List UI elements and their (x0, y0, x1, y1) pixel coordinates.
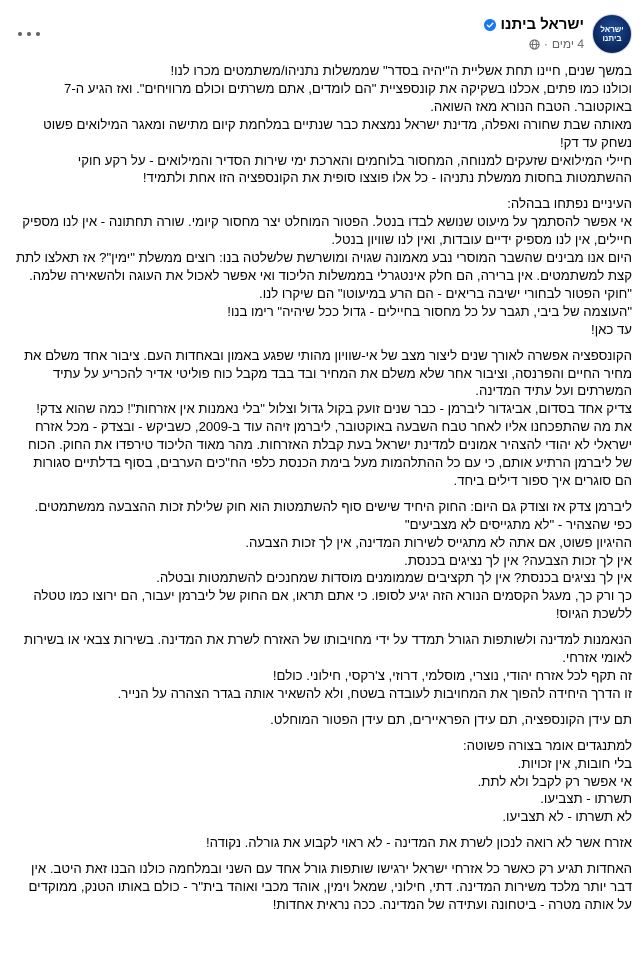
post-text-line: תשרתו - תצביעו. (540, 791, 632, 807)
post-paragraph (14, 195, 632, 338)
more-options-icon[interactable] (18, 26, 40, 42)
post-text-line: הנאמנות למדינה ולשותפות הגורל תמדד על ידי מחויבותו של האזרח לשרת את המדינה. בשירות צבאי או בשירות לאומי אזרחי. (23, 632, 632, 666)
post-text-line: וכולנו כמו פתים, אכלנו בשקיקה את קונספציית "הם לומדים, אתם משרתים וכולם מרוויחים". ואז הגיע ה-7 באוקטובר. הטבח הנורא מאז השואה. (64, 80, 632, 114)
post-text-line: מאותה שבת שחורה ואפלה, מדינת ישראל נמצאת כבר שנתיים במלחמת קיום מתישה ומאגר המילואים פשוט נשחק עד דק! (43, 116, 632, 150)
post-text-line: אי אפשר רק לקבל ולא לתת. (477, 773, 632, 789)
post-paragraph (14, 631, 632, 703)
post-paragraph (14, 347, 632, 490)
post-meta (529, 37, 584, 51)
post-text-line: אין לך נציגים בכנסת? אין לך תקציבים שממומנים מוסדות שמחנכים להשתמטות ובטלה. (156, 570, 632, 586)
more-dot (36, 32, 40, 36)
post-text-line: כך ורק כך, מעגל הקסמים הנורא הזה יגיע לסופו. כי אתם תראו, אם החוק של ליברמן יעבור, הם ירוצו כמו טטלה ללשכת הגיוס! (33, 588, 632, 622)
post-text-line: למתנגדים אומר בצורה פשוטה: (462, 737, 632, 753)
post-text-line: אי אפשר להסתמך על מיעוט שנושא לבדו בנטל. הפטור המוחלט יצר מחסור קיומי. שורה תחתונה - אין לנו מספיק חיילים, אין לנו מספיק ידיים עובדות, ואין לנו שוויון בנטל. (22, 214, 632, 248)
post-text-line: זה תקף לכל אזרח יהודי, נוצרי, מוסלמי, דרוזי, צ'רקסי, חילוני. כולם! (272, 668, 632, 683)
post-paragraph (14, 62, 632, 187)
post-paragraph (14, 860, 632, 914)
post-text-line: האחדות תגיע רק כאשר כל אזרחי ישראל ירגישו שותפות גורל אחד עם השני ובמלחמה כולנו הבנו זאת היטב. אין דבר יותר מלכד משירות המדינה. דתי, חילוני, שמאל וימין, אוהד מכבי ואוהד בית"ר - כולם באותו הטנק, ממוקדים על אותה מטרה - ביטחונה ועתידה של המדינה. ככה נראית אחדות! (28, 861, 632, 912)
post-text-line: ליברמן צדק אז וצודק גם היום: החוק היחיד שישים סוף להשתמטות הוא חוק שלילת זכות ההצבעה ממשתמטים. כפי שהצהיר - "לא מתגייסים לא מצביעים" (34, 498, 632, 532)
post-body (14, 62, 632, 922)
meta-separator: · (543, 37, 548, 51)
avatar-logo-text: ישראל ביתנו (600, 25, 624, 43)
post-text-line: הקונספציה אפשרה לאורך שנים ליצור מצב של אי-שוויון מהותי שפגע באמון ובאחדות העם. ציבור אחד משלם את מחיר החיים והפרנסה, וציבור אחר שלא משלם את המחיר ובד בבד מקבל כוח פוליטי אדיר להכריע על עתיד המשרתים ועל עתיד המדינה. (24, 347, 632, 399)
post-paragraph (14, 737, 632, 827)
post-text-line: עד כאן! (591, 321, 632, 337)
post-text-line: בלי חובות, אין זכויות. (517, 755, 632, 771)
post-header (0, 14, 644, 58)
post-text-line: זו הדרך היחידה להפוך את המחויבות לעובדה בשטח, ולא להשאיר אותה בגדר הצהרה על הנייר. (117, 685, 632, 701)
more-dot (27, 32, 31, 36)
post-paragraph (14, 498, 632, 623)
post-text-line: אין לך זכות הצבעה? אין לך נציגים בכנסת. (404, 552, 632, 568)
post-text-line: צדיק אחד בסדום, אביגדור ליברמן - כבר שנים זועק בקול גדול וצלול "בלי נאמנות אין אזרחות"! כמה שהוא צדק! (36, 401, 632, 417)
post-text-line: במשך שנים, חיינו תחת אשליית ה"יהיה בסדר" שממשלות נתניהו/משתמטים מכרו לנו! (170, 63, 632, 78)
globe-icon[interactable] (529, 39, 540, 50)
post-text-line: "חוקי הפטור לבחורי ישיבה בריאים - הם הרע במיעוטו" הם שיקרו לנו. (259, 285, 632, 301)
verified-badge-icon (484, 19, 496, 31)
post-paragraph (14, 711, 632, 729)
post-text-line: ההיגיון פשוט, אם אתה לא מתגייס לשירות המדינה, אין לך זכות הצבעה. (245, 534, 632, 550)
post-paragraph (14, 834, 632, 852)
more-dot (18, 32, 22, 36)
post-text-line: אזרח אשר לא רואה לנכון לשרת את המדינה - לא ראוי לקבוע את גורלה. נקודה! (205, 835, 632, 851)
post-text-line: "העוצמה של ביבי, תגבר על כל מחסור בחיילים - גדול ככל שיהיה" רימו בנו! (227, 303, 632, 319)
post-text-line: את מה שהתפכחנו אליו לאחר טבח השבעה באוקטובר, ליברמן זיהה עוד ב-2009, כשביקש - ובצדק - מכל אזרח ישראלי לא יהודי להצהיר אמונים למדינת ישראל בעת קבלת האזרחות. מהר מאוד הליכוד טירפדו את החוק. הכוח של ליברמן הרתיע אותם, כי עם כל ההתלהמות מעל בימת הכנסת כלפי הח"כים הערבים, בסוף בדלתיים סגורות הם סוגרים איך ספור דילים ביחד. (28, 419, 632, 488)
post-timestamp[interactable]: 4 ימים (551, 37, 584, 51)
post-text-line: היום אנו מבינים שהשבר המוסרי נבע מאמונה שגויה ומושרשת שלשלטה בנו: רוצים ממשלת "ימין"? אז תאלצו לתת קצת למשתמטים. אין ברירה, הם חלק אינטגרלי בממשלות הליכוד ואי אפשר לאכול את העוגה ולהשאירה שלמה. (15, 250, 632, 283)
post-text-line: תם עידן הקונספציה, תם עידן הפראיירים, תם עידן הפטור המוחלט. (270, 711, 632, 727)
name-line (484, 16, 584, 33)
post-text-line: חיילי המילואים שזעקים למנוחה, המחסור בלוחמים והארכת ימי שירות הסדיר והמילואים - על רקע חוקי ההשתמטות בחסות ממשלת נתניהו - כל אלו פוצצו סופית את הקונספציה הזו אחת ולתמיד! (77, 152, 632, 186)
post-text-line: העיניים נפתחו בבהלה: (507, 196, 632, 212)
post-text-line: לא תשרתו - לא תצביעו. (502, 809, 632, 825)
page-avatar[interactable] (592, 14, 632, 54)
page-name-link[interactable]: ישראל ביתנו (500, 16, 584, 33)
